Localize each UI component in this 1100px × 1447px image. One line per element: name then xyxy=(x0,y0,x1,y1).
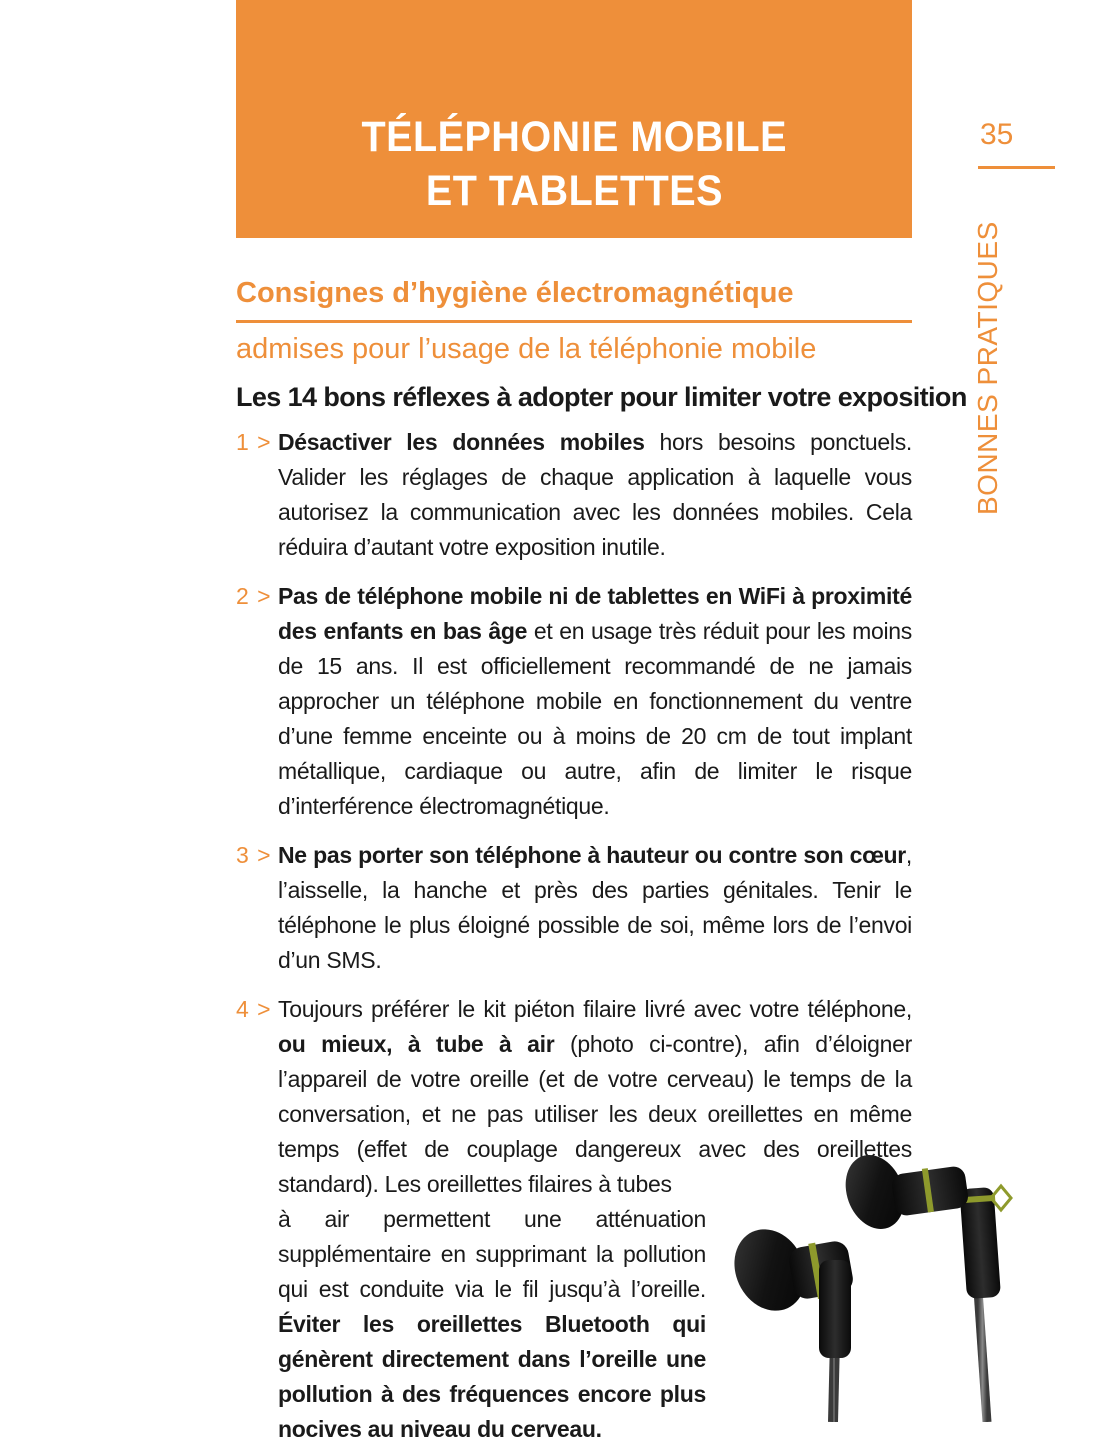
item-number: 1 > xyxy=(236,429,272,455)
item-text xyxy=(278,838,912,978)
page-number-rule xyxy=(978,166,1055,169)
item-body: hors besoins ponctuels. Valider les réglages de chaque application à laquelle vous autorisez la communication avec les données mobiles. Cela réduira d’autant votre exposition inutile. xyxy=(278,429,912,560)
header-banner xyxy=(236,0,912,238)
item-body: , l’aisselle, la hanche et près des parties génitales. Tenir le téléphone le plus éloigné possible de soi, même lors de l’envoi d’un SMS. xyxy=(278,842,912,973)
item-body: à air permettent une atténuation supplémentaire en supprimant la pollution qui est conduite via le fil jusqu’à l’oreille. xyxy=(278,1206,706,1302)
item-number: 2 > xyxy=(236,583,272,609)
lead-heading: Les 14 bons réflexes à adopter pour limiter votre exposition xyxy=(236,382,967,412)
subtitle-bold: Consignes d’hygiène électromagnétique xyxy=(236,272,912,323)
item-number: 3 > xyxy=(236,842,272,868)
subtitle-light: admises pour l’usage de la téléphonie mobile xyxy=(236,333,817,365)
page-number: 35 xyxy=(980,118,1014,151)
page-title-line-1: TÉLÉPHONIE MOBILE xyxy=(361,113,787,161)
list-item-2 xyxy=(236,579,912,824)
item-text xyxy=(278,425,912,565)
item-bold: Ne pas porter son téléphone à hauteur ou contre son cœur xyxy=(278,842,906,868)
item-bold: Désactiver les données mobiles xyxy=(278,429,645,455)
item-bold: Pas de téléphone mobile ni de tablettes en WiFi à proximité des enfants en bas âge xyxy=(278,583,912,644)
list-item-1 xyxy=(236,425,912,565)
item-body: et en usage très réduit pour les moins de 15 ans. Il est officiellement recommandé de ne jamais approcher un téléphone mobile en fonctionnement du ventre d’une femme enceinte ou à moins de 20 cm de tout implant métallique, cardiaque ou autre, afin de limiter le risque d’interférence électromagnétique. xyxy=(278,618,912,819)
item-bold: Éviter les oreillettes Bluetooth qui génèrent directement dans l’oreille une pollution à des fréquences encore plus nocives au niveau du cerveau. xyxy=(278,1311,706,1442)
page-title-line-2: ET TABLETTES xyxy=(425,167,723,215)
item-body: Toujours préférer le kit piéton filaire livré avec votre téléphone, xyxy=(278,996,912,1022)
section-label: BONNES PRATIQUES xyxy=(972,221,1003,515)
list-item-3 xyxy=(236,838,912,978)
item-text xyxy=(278,579,912,824)
item-body: (photo ci-contre), afin d’éloigner l’appareil de votre oreille (et de votre cerveau) le temps de la conversation, et ne pas utiliser les deux oreillettes en même temps (effet de couplage dangereux avec des oreillettes standard). Les oreillettes filaires à tubes xyxy=(278,1031,913,1197)
earbud-illustration xyxy=(725,1140,1025,1422)
item-number: 4 > xyxy=(236,996,272,1022)
item-text-wrap xyxy=(278,1202,706,1447)
item-bold: ou mieux, à tube à air xyxy=(278,1031,555,1057)
